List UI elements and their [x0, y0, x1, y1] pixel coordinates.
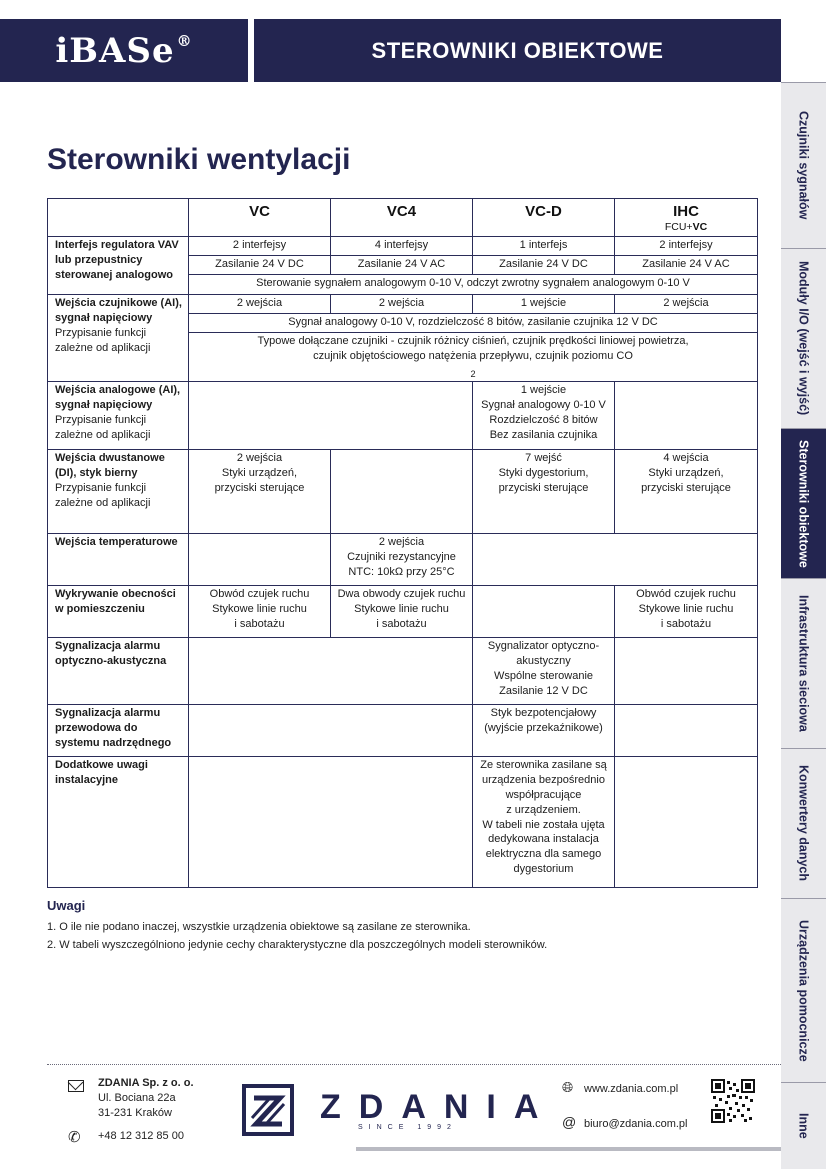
label-normal: Przypisanie funkcji zależne od aplikacji	[55, 413, 151, 441]
tab-sterowniki-obiektowe[interactable]	[781, 428, 826, 578]
footer-divider	[47, 1064, 781, 1065]
table-cell-empty	[615, 382, 758, 450]
cell-line: Sygnał analogowy 0-10 V	[481, 399, 606, 412]
table-cell-empty	[615, 705, 758, 757]
header-ihc	[615, 199, 758, 237]
row-label-temp	[48, 534, 189, 586]
street: Ul. Bociana 22a	[98, 1092, 176, 1104]
note-item: 2. W tabeli wyszczególniono jedynie cechy charakterystyczne dla poszczególnych modeli sterowników.	[47, 939, 548, 951]
table-cell	[189, 450, 331, 534]
zdania-logo-icon	[242, 1084, 294, 1136]
logo-since: SINCE 1992	[358, 1124, 457, 1131]
email-text: biuro@zdania.com.pl	[584, 1118, 688, 1130]
table-cell: 2 interfejsy	[615, 237, 758, 256]
table-cell: Zasilanie 24 V AC	[615, 256, 758, 275]
cell-line: Styki dygestorium,	[498, 467, 589, 480]
table-cell-empty	[189, 534, 331, 586]
cell-line: Obwód czujek ruchu	[209, 588, 310, 601]
table-row	[48, 295, 758, 314]
cell-line: 2 wejścia	[236, 452, 283, 465]
cell-line: Wspólne sterowanie	[493, 669, 594, 682]
header-vcd: VC-D	[473, 199, 615, 237]
cell-line: akustyczny	[516, 655, 571, 668]
qr-code	[711, 1079, 755, 1123]
tab-label: Czujniki sygnałów	[796, 111, 811, 220]
cell-line: przyciski sterujące	[498, 481, 589, 494]
row-label-di	[48, 450, 189, 534]
table-cell: 1 wejście	[473, 295, 615, 314]
cell-line: Czujniki rezystancyjne	[347, 551, 456, 564]
page-header	[0, 19, 781, 82]
cell-line: czujnik objętościowego natężenia przepływu, czujnik poziomu CO	[313, 349, 633, 362]
tab-label: Inne	[796, 1113, 811, 1139]
table-cell: 4 interfejsy	[331, 237, 473, 256]
label-bold: Wejścia dwustanowe (DI), styk bierny	[55, 452, 165, 480]
tab-label: Infrastruktura sieciowa	[796, 595, 811, 732]
header-empty	[48, 199, 189, 237]
tab-label: Konwertery danych	[796, 765, 811, 882]
cell-line: 4 wejścia	[663, 452, 709, 465]
cell-line: Stykowe linie ruchu	[354, 603, 449, 616]
at-icon: @	[562, 1114, 577, 1130]
city: 31-231 Kraków	[98, 1107, 172, 1119]
label-bold: Wejścia czujnikowe (AI), sygnał napięciowy	[55, 297, 182, 324]
table-cell-empty	[189, 757, 473, 888]
co2-subscript: 2	[470, 368, 476, 379]
table-cell-empty	[331, 450, 473, 534]
note-item: 1. O ile nie podano inaczej, wszystkie urządzenia obiektowe są zasilane ze sterownika.	[47, 921, 471, 933]
cell-line: Sygnalizator optyczno-	[487, 640, 600, 653]
table-cell-empty	[189, 382, 473, 450]
table-cell-empty	[615, 638, 758, 705]
tab-moduly-io[interactable]	[781, 248, 826, 428]
table-cell	[473, 757, 615, 888]
row-label-install-notes	[48, 757, 189, 888]
cell-line: 1 wejście	[520, 384, 567, 397]
phone-icon: ✆	[68, 1129, 81, 1146]
label-bold: Wejścia temperaturowe	[55, 536, 178, 549]
row-label-aa	[48, 382, 189, 450]
website-link[interactable]	[562, 1079, 678, 1096]
table-cell-empty	[473, 534, 758, 586]
cell-line: i sabotażu	[234, 617, 285, 630]
tab-infrastruktura-sieciowa[interactable]	[781, 578, 826, 748]
table-row	[48, 586, 758, 638]
table-row	[48, 382, 758, 450]
table-cell	[189, 333, 758, 382]
table-row	[48, 450, 758, 534]
globe-icon: 🌐︎	[562, 1079, 574, 1095]
table-cell: 2 wejścia	[331, 295, 473, 314]
email-link[interactable]	[562, 1114, 688, 1130]
cell-line: Bez zasilania czujnika	[489, 428, 598, 441]
ihc-sub-b: VC	[692, 221, 708, 234]
tab-label: Moduły I/O (wejść i wyjść)	[796, 261, 811, 416]
table-cell: 1 interfejs	[473, 237, 615, 256]
table-cell	[473, 705, 615, 757]
cell-line: z urządzeniem.	[506, 803, 581, 816]
label-normal: Przypisanie funkcji zależne od aplikacji	[55, 326, 151, 354]
envelope-icon	[68, 1080, 84, 1092]
cell-line: NTC: 10kΩ przy 25°C	[348, 565, 455, 578]
category-tabs	[781, 82, 826, 1169]
table-cell	[615, 586, 758, 638]
table-cell	[331, 586, 473, 638]
page-title: Sterowniki wentylacji	[47, 143, 351, 176]
address-block	[98, 1076, 238, 1121]
phone-number: +48 12 312 85 00	[98, 1130, 184, 1142]
tab-inne[interactable]	[781, 1082, 826, 1169]
cell-line: i sabotażu	[376, 617, 427, 630]
table-cell-empty	[189, 638, 473, 705]
table-cell	[473, 638, 615, 705]
notes-heading: Uwagi	[47, 898, 86, 913]
cell-line: przyciski sterujące	[214, 481, 305, 494]
cell-line: urządzenia bezpośrednio	[482, 774, 605, 787]
label-bold: Wykrywanie obecności w pomieszczeniu	[55, 588, 176, 616]
cell-line: Styki urządzeń,	[221, 467, 298, 480]
table-cell	[331, 534, 473, 586]
table-header-row	[48, 199, 758, 237]
cell-line: elektryczna dla samego	[485, 848, 602, 861]
table-cell	[473, 450, 615, 534]
registered-mark: ®	[176, 31, 193, 50]
cell-line: Rozdzielczość 8 bitów	[489, 413, 598, 426]
cell-line: Obwód czujek ruchu	[636, 588, 736, 601]
table-cell: Sterowanie sygnałem analogowym 0-10 V, odczyt zwrotny sygnałem analogowym 0-10 V	[189, 275, 758, 295]
table-row	[48, 757, 758, 888]
tab-label: Urządzenia pomocnicze	[796, 919, 811, 1062]
table-cell: Zasilanie 24 V AC	[331, 256, 473, 275]
brand-name: iBASe	[55, 30, 175, 71]
table-cell: Zasilanie 24 V DC	[473, 256, 615, 275]
table-cell: 2 interfejsy	[189, 237, 331, 256]
cell-line: Styk bezpotencjałowy	[490, 707, 597, 720]
cell-line: przyciski sterujące	[641, 481, 731, 494]
header-vc4: VC4	[331, 199, 473, 237]
cell-line: dedykowana instalacja	[488, 833, 599, 846]
row-label-presence	[48, 586, 189, 638]
table-cell-empty	[189, 705, 473, 757]
company-name: ZDANIA Sp. z o. o.	[98, 1077, 194, 1089]
table-cell	[615, 450, 758, 534]
tab-urzadzenia-pomocnicze[interactable]	[781, 898, 826, 1082]
row-label-vav	[48, 237, 189, 295]
label-bold: Wejścia analogowe (AI), sygnał napięciowy	[55, 384, 181, 412]
table-row	[48, 638, 758, 705]
brand-logo	[0, 19, 248, 82]
row-label-alarm-opt	[48, 638, 189, 705]
cell-line: (wyjście przekaźnikowe)	[484, 722, 603, 735]
header-vc: VC	[189, 199, 331, 237]
table-row	[48, 534, 758, 586]
website-text: www.zdania.com.pl	[584, 1083, 679, 1095]
label-bold: Sygnalizacja alarmu przewodowa do systemu nadrzędnego	[55, 707, 172, 749]
cell-line: 2 wejścia	[378, 536, 425, 549]
cell-line: Styki urządzeń,	[648, 467, 724, 480]
table-cell: 2 wejścia	[615, 295, 758, 314]
label-normal: Przypisanie funkcji zależne od aplikacji	[55, 481, 151, 509]
cell-line-co2	[192, 349, 754, 380]
header-ihc-name: IHC	[673, 203, 699, 220]
cell-line: Stykowe linie ruchu	[638, 603, 734, 616]
table-cell: Zasilanie 24 V DC	[189, 256, 331, 275]
table-cell: 2 wejścia	[189, 295, 331, 314]
table-cell	[473, 382, 615, 450]
cell-line: Dwa obwody czujek ruchu	[337, 588, 466, 601]
cell-line: W tabeli nie została ujęta	[482, 818, 605, 831]
footer-bar	[356, 1147, 781, 1151]
notes-list	[47, 918, 547, 954]
table-cell: Sygnał analogowy 0-10 V, rozdzielczość 8 bitów, zasilanie czujnika 12 V DC	[189, 314, 758, 333]
cell-line: współpracujące	[505, 788, 582, 801]
table-cell-empty	[615, 757, 758, 888]
label-bold: Interfejs regulatora VAV lub przepustnicy sterowanej analogowo	[55, 239, 179, 281]
controllers-table	[47, 198, 758, 888]
table-cell	[189, 586, 331, 638]
table-cell-empty	[473, 586, 615, 638]
tab-label: Sterowniki obiektowe	[796, 439, 811, 568]
cell-line: Ze sterownika zasilane są	[480, 759, 607, 772]
table-row	[48, 237, 758, 256]
tab-konwertery-danych[interactable]	[781, 748, 826, 898]
cell-line: 7 wejść	[525, 452, 562, 465]
ihc-sub-a: FCU+	[664, 221, 693, 234]
cell-line: Zasilanie 12 V DC	[499, 684, 588, 697]
label-bold: Dodatkowe uwagi instalacyjne	[55, 759, 148, 787]
header-ihc-sub	[618, 222, 754, 234]
tab-czujniki-sygnalow[interactable]	[781, 82, 826, 248]
row-label-ai	[48, 295, 189, 382]
section-title: STEROWNIKI OBIEKTOWE	[371, 37, 664, 63]
table-row	[48, 705, 758, 757]
logo-wordmark: ZDANIA	[320, 1088, 557, 1126]
label-bold: Sygnalizacja alarmu optyczno-akustyczna	[55, 640, 167, 668]
row-label-alarm-wire	[48, 705, 189, 757]
cell-line: Stykowe linie ruchu	[212, 603, 307, 616]
cell-line: Typowe dołączane czujniki - czujnik różnicy ciśnień, czujnik prędkości liniowej powietrza,	[257, 335, 689, 347]
cell-line: dygestorium	[513, 863, 574, 876]
zdania-logo	[242, 1082, 557, 1138]
cell-line: i sabotażu	[660, 617, 712, 630]
